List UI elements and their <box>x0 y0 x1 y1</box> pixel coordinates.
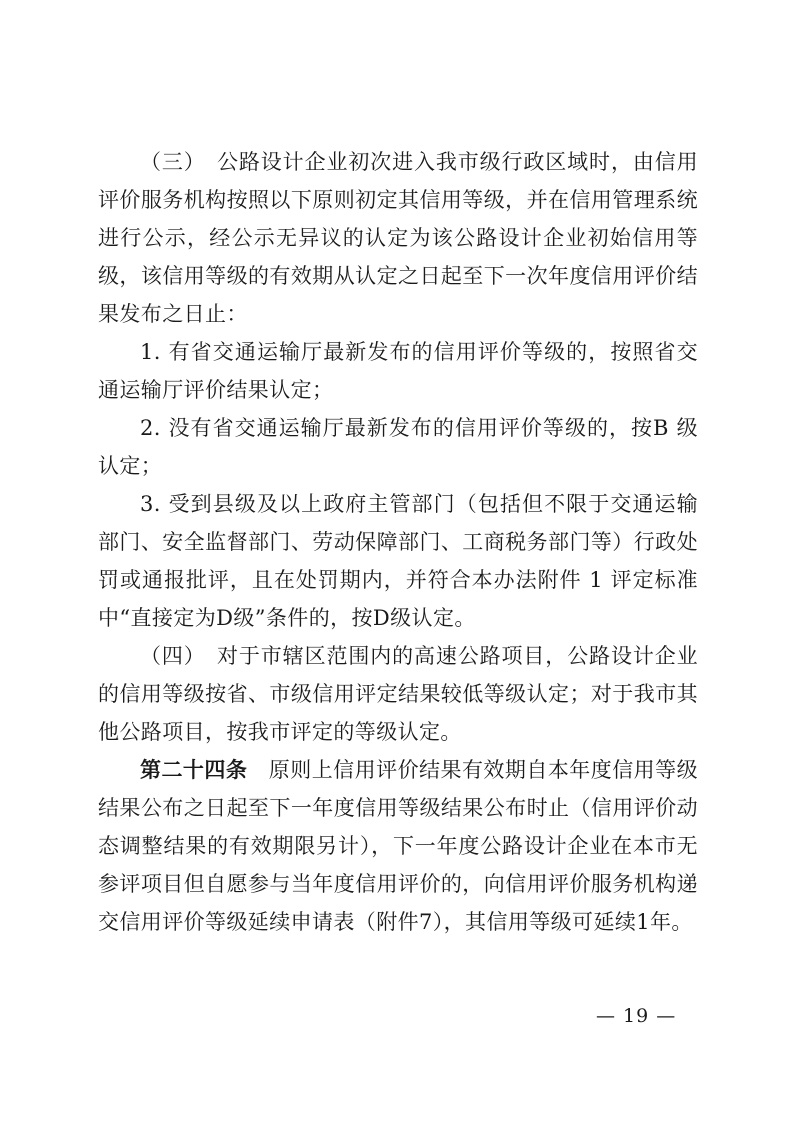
paragraph-text: （四） 对于市辖区范围内的高速公路项目，公路设计企业的信用等级按省、市级信用评定结果较低等级认定；对于我市其他公路项目，按我市评定的等级认定。 <box>98 644 698 744</box>
paragraph-clause-4 <box>98 637 698 751</box>
article-heading: 第二十四条 <box>140 757 248 782</box>
paragraph-item-2 <box>98 409 698 485</box>
paragraph-clause-3 <box>98 143 698 333</box>
paragraph-text: 原则上信用评价结果有效期自本年度信用等级结果公布之日起至下一年度信用等级结果公布时止（信用评价动态调整结果的有效期限另计），下一年度公路设计企业在本市无参评项目但自愿参与当年度信用评价的，向信用评价服务机构递交信用评价等级延续申请表（附件7），其信用等级可延续1年。 <box>98 758 699 934</box>
document-body <box>98 143 698 941</box>
paragraph-text: 2. 没有省交通运输厅最新发布的信用评价等级的，按B 级认定； <box>98 416 698 478</box>
paragraph-text: （三） 公路设计企业初次进入我市级行政区域时，由信用评价服务机构按照以下原则初定其信用等级，并在信用管理系统进行公示，经公示无异议的认定为该公路设计企业初始信用等级，该信用等级的有效期从认定之日起至下一次年度信用评价结果发布之日止： <box>98 150 698 326</box>
paragraph-article-24 <box>98 751 698 941</box>
paragraph-text: 3. 受到县级及以上政府主管部门（包括但不限于交通运输部门、安全监督部门、劳动保障部门、工商税务部门等）行政处罚或通报批评，且在处罚期内，并符合本办法附件 1 评定标准中“直接定为D级”条件的，按D级认定。 <box>98 492 698 630</box>
paragraph-item-1 <box>98 333 698 409</box>
page-number: — 19 — <box>596 1005 677 1027</box>
paragraph-item-3 <box>98 485 698 637</box>
paragraph-text: 1. 有省交通运输厅最新发布的信用评价等级的，按照省交通运输厅评价结果认定； <box>98 340 698 402</box>
